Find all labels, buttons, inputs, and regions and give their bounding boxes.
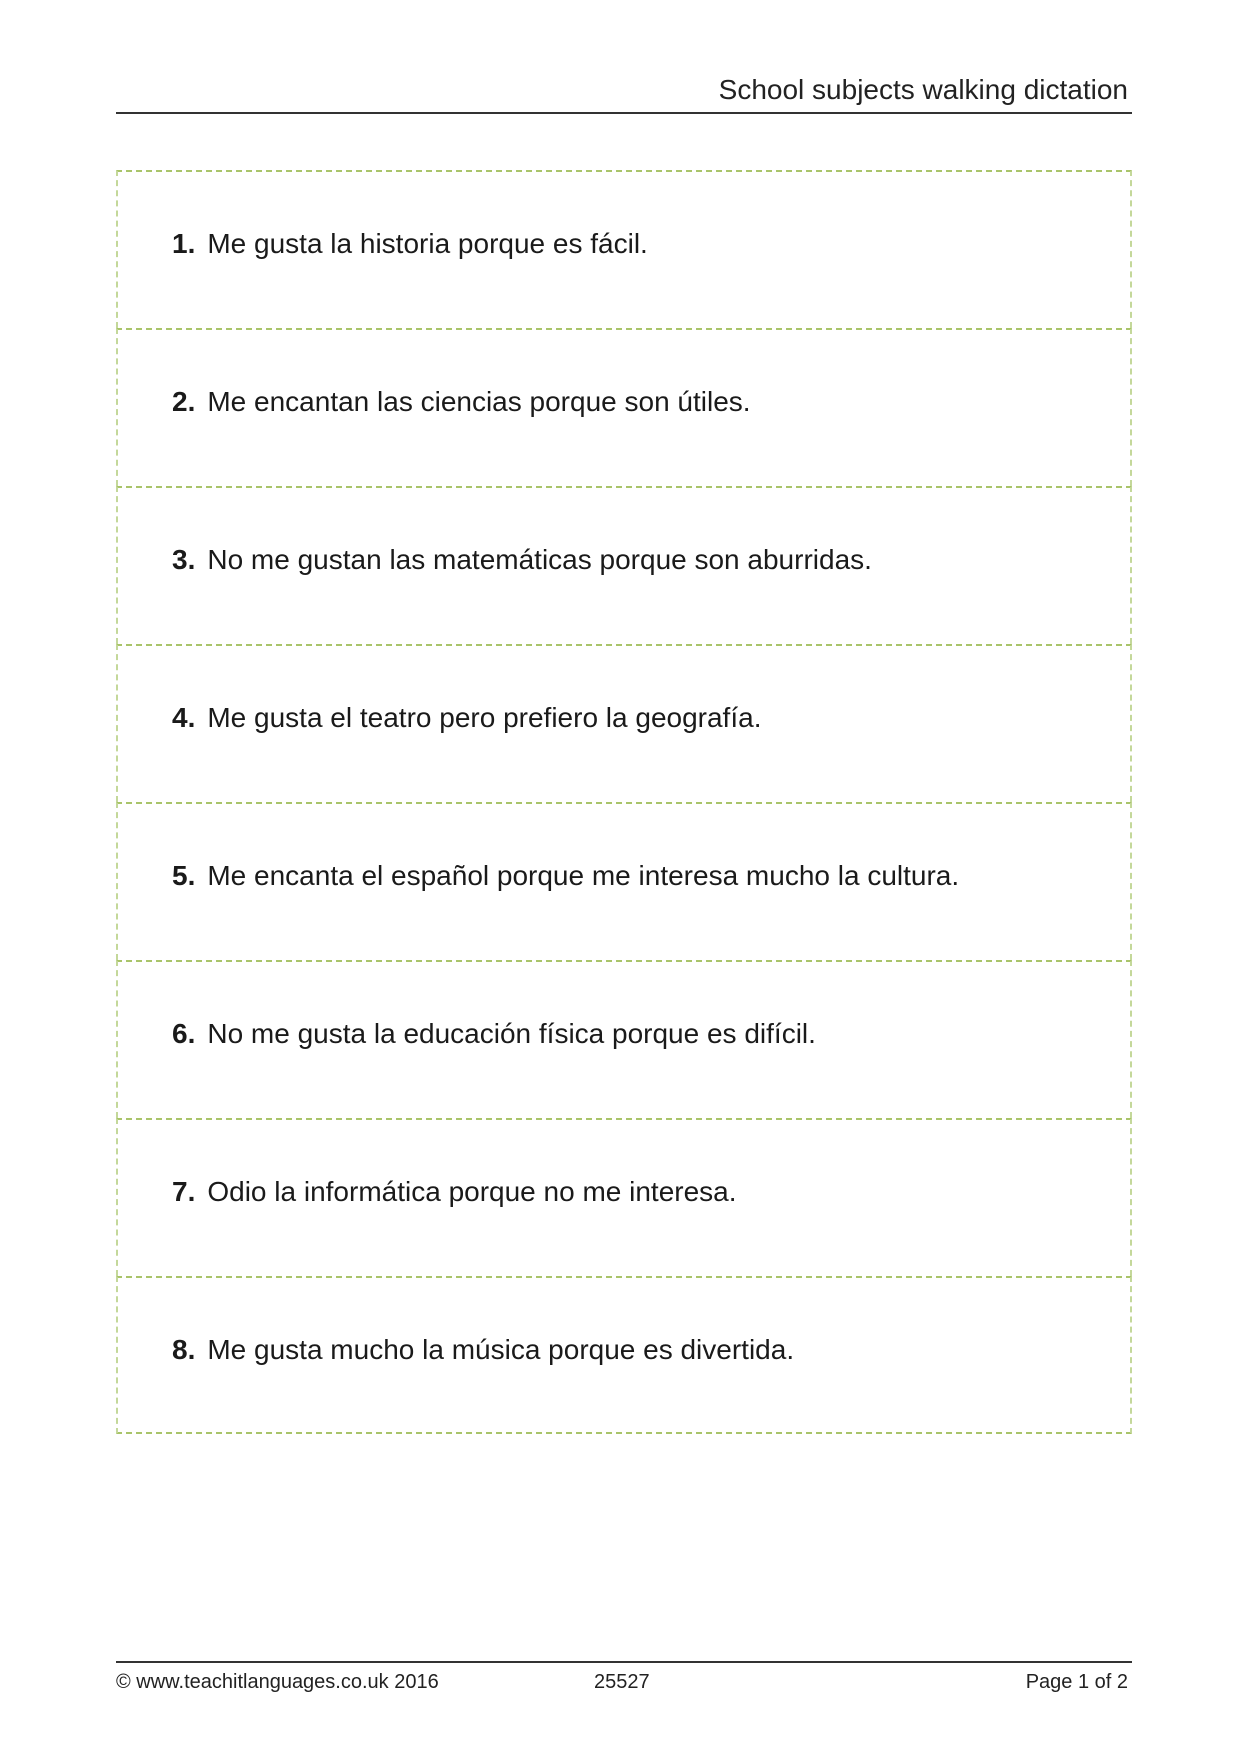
dictation-strip-1	[116, 170, 1132, 328]
sentence-text: No me gustan las matemáticas porque son aburridas.	[207, 544, 872, 575]
sentence	[172, 1018, 816, 1050]
dictation-strips	[116, 170, 1132, 1438]
sentence-text: Odio la informática porque no me interesa.	[207, 1176, 737, 1207]
dictation-strip-3	[116, 486, 1132, 644]
dictation-strip-2	[116, 328, 1132, 486]
page-footer	[116, 1661, 1132, 1703]
dictation-strip-5	[116, 802, 1132, 960]
sentence-number: 7.	[172, 1176, 196, 1207]
dictation-strip-4	[116, 644, 1132, 802]
copyright-text: © www.teachitlanguages.co.uk 2016	[116, 1671, 439, 1693]
sentence-text: Me gusta la historia porque es fácil.	[207, 228, 648, 259]
sentence-number: 4.	[172, 702, 196, 733]
sentence-number: 6.	[172, 1018, 196, 1049]
sentence-number: 1.	[172, 228, 196, 259]
dictation-strip-7	[116, 1118, 1132, 1276]
sentence-number: 8.	[172, 1334, 196, 1365]
sentence	[172, 1176, 737, 1208]
dictation-strip-8	[116, 1276, 1132, 1434]
sentence-number: 5.	[172, 860, 196, 891]
page-number: Page 1 of 2	[1025, 1671, 1128, 1693]
sentence	[172, 228, 648, 260]
sentence-text: Me encantan las ciencias porque son útiles.	[207, 386, 751, 417]
dictation-strip-6	[116, 960, 1132, 1118]
page-header	[116, 70, 1132, 114]
page-title: School subjects walking dictation	[718, 74, 1128, 105]
sentence-text: No me gusta la educación física porque es difícil.	[207, 1018, 816, 1049]
sentence	[172, 386, 751, 418]
sentence-text: Me encanta el español porque me interesa mucho la cultura.	[207, 860, 960, 891]
sentence	[172, 1334, 794, 1366]
sentence-number: 3.	[172, 544, 196, 575]
sentence-text: Me gusta mucho la música porque es divertida.	[207, 1334, 795, 1365]
sentence	[172, 544, 872, 576]
resource-id: 25527	[594, 1671, 650, 1693]
sentence-number: 2.	[172, 386, 196, 417]
sentence	[172, 860, 959, 892]
sentence	[172, 702, 761, 734]
sentence-text: Me gusta el teatro pero prefiero la geografía.	[207, 702, 762, 733]
